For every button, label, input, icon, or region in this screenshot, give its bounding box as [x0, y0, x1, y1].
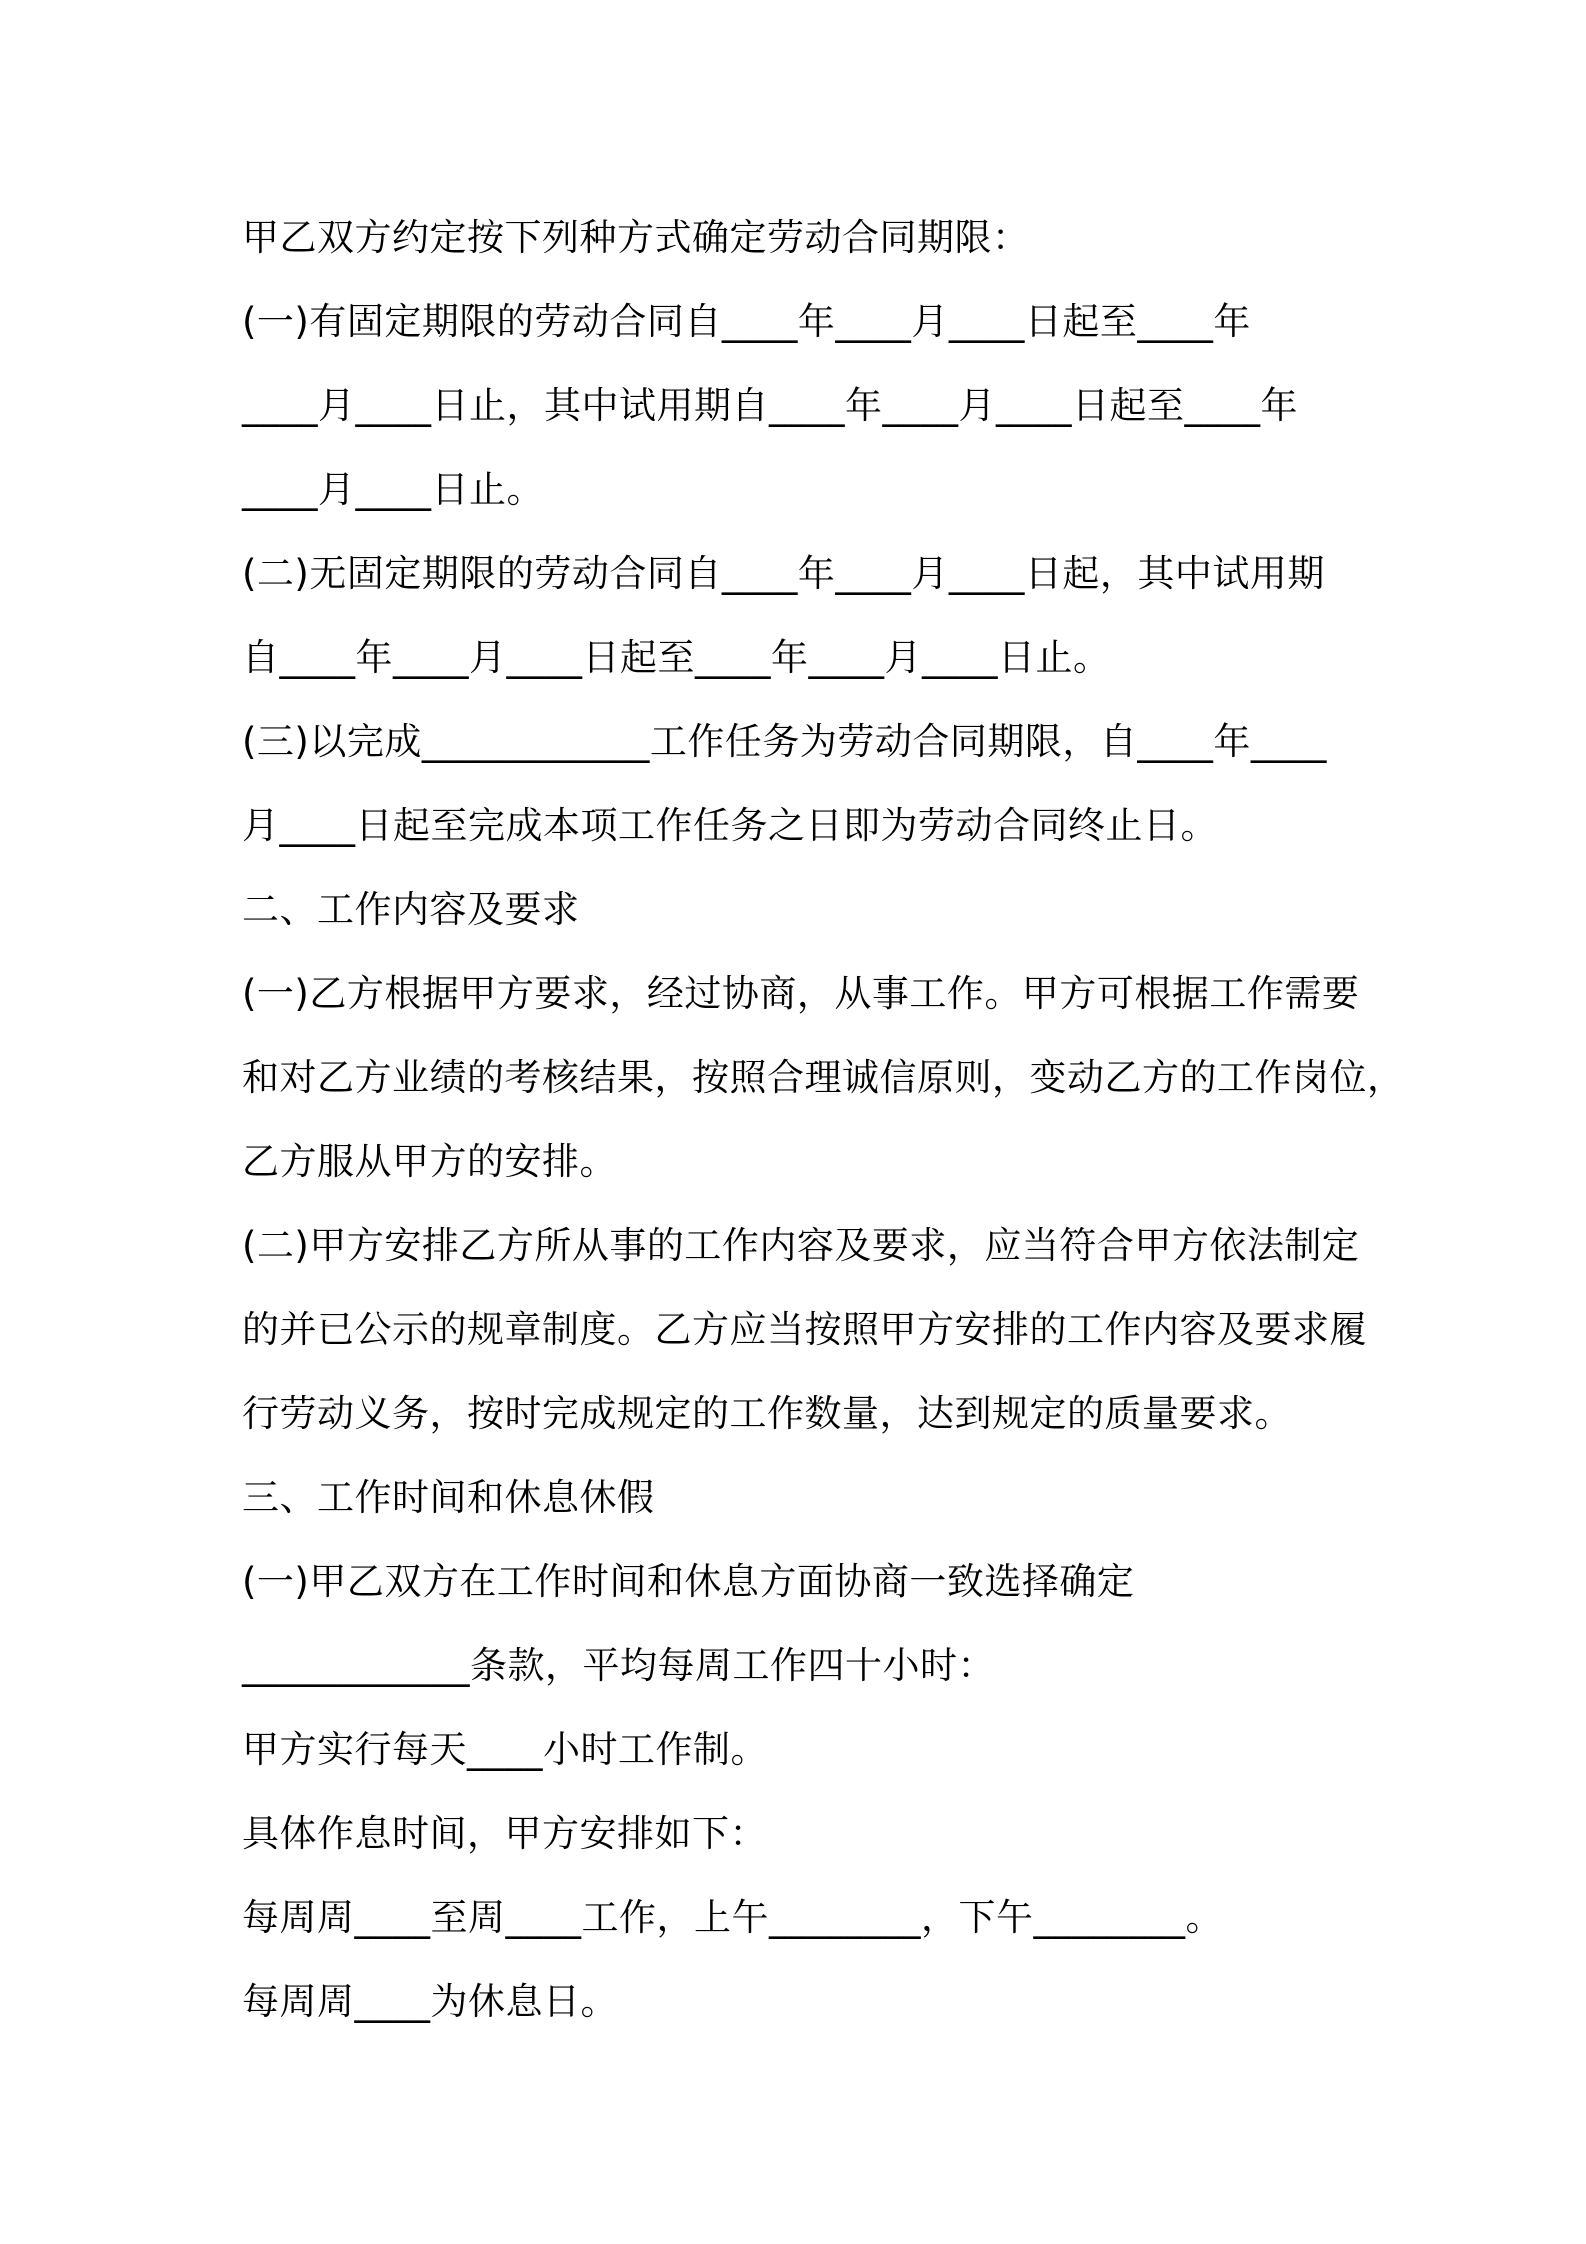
- task-term-line-1: (三)以完成____________工作任务为劳动合同期限，自____年____: [242, 720, 1327, 763]
- weekly-schedule-line: 每周周____至周____工作，上午________，下午________。: [242, 1896, 1223, 1939]
- fixed-term-line-1: (一)有固定期限的劳动合同自____年____月____日起至____年: [242, 300, 1251, 343]
- work-content-line-1: (一)乙方根据甲方要求，经过协商，从事工作。甲方可根据工作需要: [242, 972, 1360, 1015]
- rest-day-line: 每周周____为休息日。: [242, 1980, 618, 2023]
- work-requirements-line-1: (二)甲方安排乙方所从事的工作内容及要求，应当符合甲方依法制定: [242, 1224, 1360, 1267]
- task-term-line-2: 月____日起至完成本项工作任务之日即为劳动合同终止日。: [242, 804, 1218, 847]
- work-hours-line-2: ____________条款，平均每周工作四十小时：: [242, 1644, 995, 1687]
- section-heading-work-content: 二、工作内容及要求: [242, 888, 580, 931]
- intro-line: 甲乙双方约定按下列种方式确定劳动合同期限：: [242, 216, 1030, 259]
- daily-hours-line: 甲方实行每天____小时工作制。: [242, 1728, 768, 1771]
- contract-body: [242, 196, 1405, 2044]
- schedule-intro-line: 具体作息时间，甲方安排如下：: [242, 1812, 767, 1855]
- fixed-term-line-3: ____月____日止。: [242, 468, 544, 511]
- section-heading-work-hours: 三、工作时间和休息休假: [242, 1476, 655, 1519]
- open-term-line-2: 自____年____月____日起至____年____月____日止。: [242, 636, 1111, 679]
- work-content-line-3: 乙方服从甲方的安排。: [242, 1140, 617, 1183]
- open-term-line-1: (二)无固定期限的劳动合同自____年____月____日起，其中试用期: [242, 552, 1325, 595]
- fixed-term-line-2: ____月____日止，其中试用期自____年____月____日起至____年: [242, 384, 1298, 427]
- work-hours-line-1: (一)甲乙双方在工作时间和休息方面协商一致选择确定: [242, 1560, 1135, 1603]
- work-requirements-line-2: 的并已公示的规章制度。乙方应当按照甲方安排的工作内容及要求履: [242, 1308, 1367, 1351]
- work-content-line-2: 和对乙方业绩的考核结果，按照合理诚信原则，变动乙方的工作岗位，: [242, 1056, 1405, 1099]
- work-requirements-line-3: 行劳动义务，按时完成规定的工作数量，达到规定的质量要求。: [242, 1392, 1292, 1435]
